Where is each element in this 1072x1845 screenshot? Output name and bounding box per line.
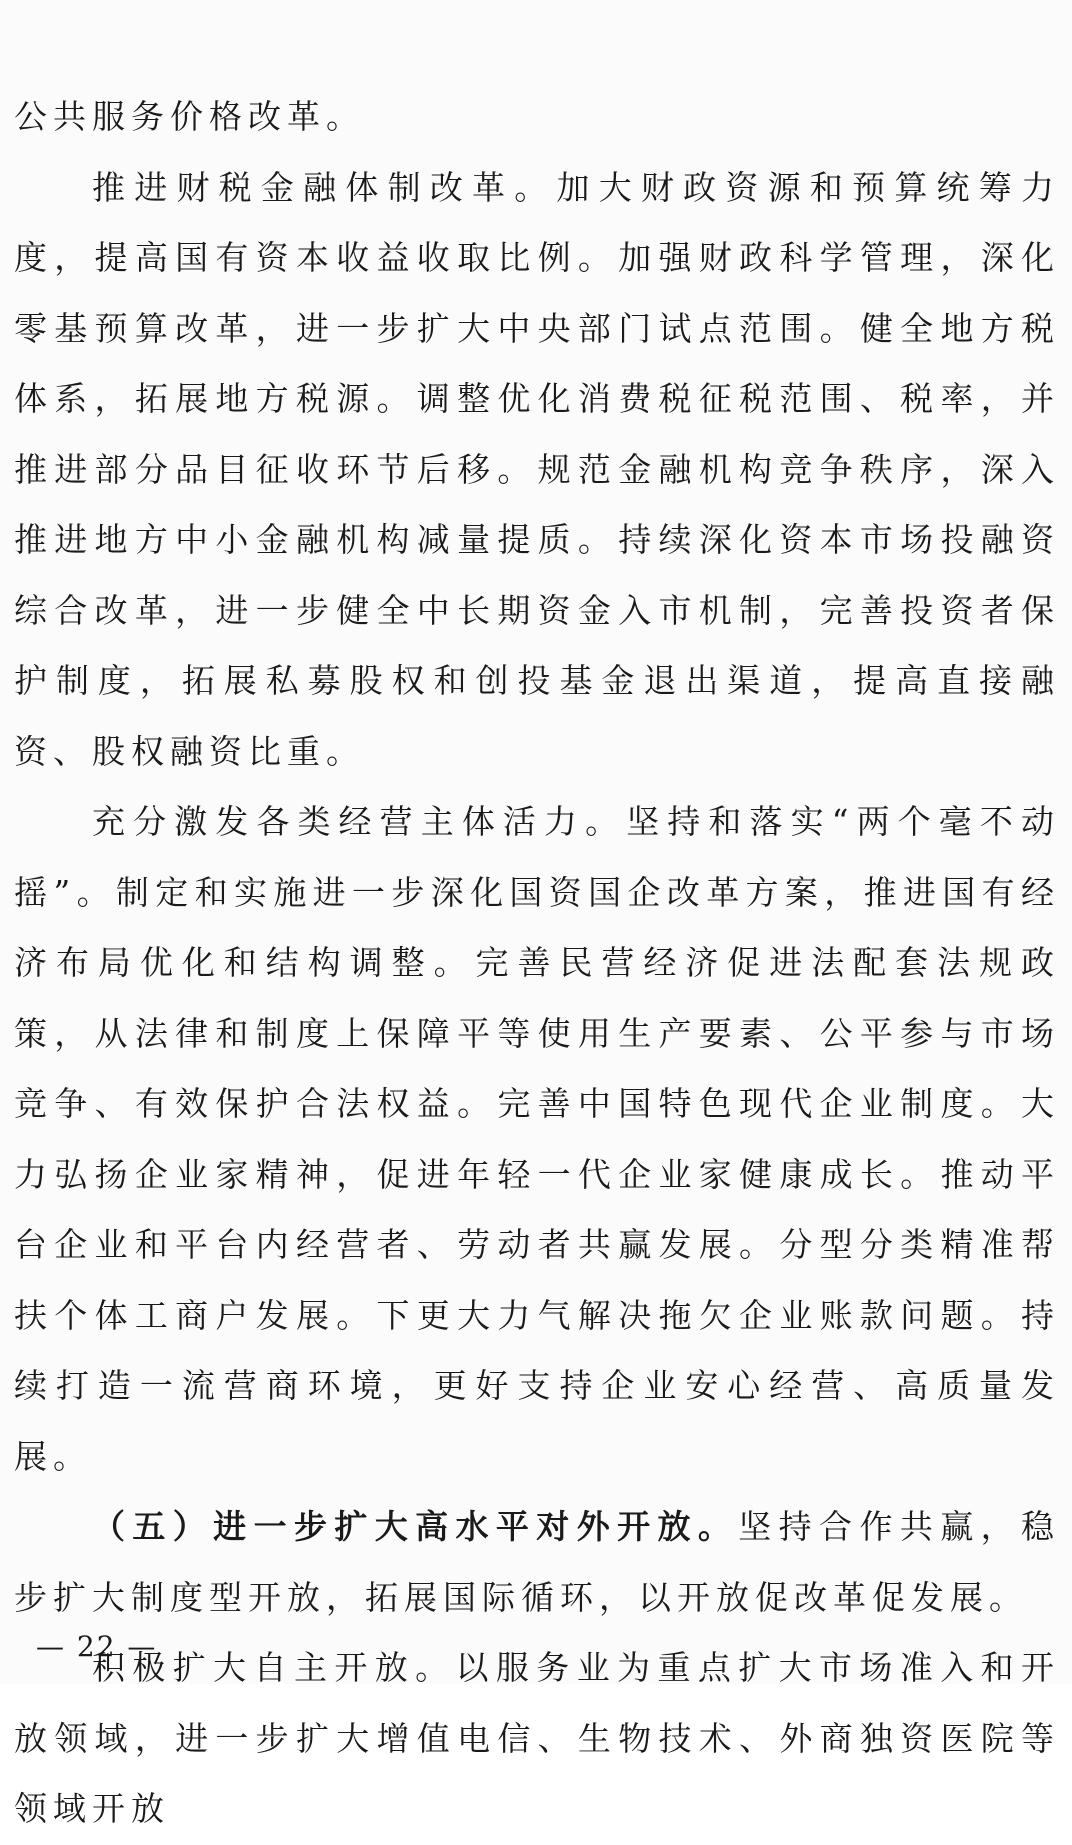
page-number: — 22 — bbox=[36, 1630, 158, 1663]
body-text bbox=[14, 82, 1060, 1845]
paragraph-continuation: 公共服务价格改革。 bbox=[14, 97, 365, 136]
paragraph-business-entities: 充分激发各类经营主体活力。坚持和落实“两个毫不动摇”。制定和实施进一步深化国资国企改革方案，推进国有经济布局优化和结构调整。完善民营经济促进法配套法规政策，从法律和制度上保障平等使用生产要素、公平参与市场竞争、有效保护合法权益。完善中国特色现代企业制度。大力弘扬企业家精神，促进年轻一代企业家健康成长。推动平台企业和平台内经营者、劳动者共赢发展。分型分类精准帮扶个体工商户发展。下更大力气解决拖欠企业账款问题。持续打造一流营商环境，更好支持企业安心经营、高质量发展。 bbox=[14, 802, 1060, 1476]
paragraph-opening-up bbox=[14, 1492, 1060, 1633]
paragraph-fiscal-finance-reform: 推进财税金融体制改革。加大财政资源和预算统筹力度，提高国有资本收益收取比例。加强财政科学管理，深化零基预算改革，进一步扩大中央部门试点范围。健全地方税体系，拓展地方税源。调整优化消费税征税范围、税率，并推进部分品目征收环节后移。规范金融机构竞争秩序，深入推进地方中小金融机构减量提质。持续深化资本市场投融资综合改革，进一步健全中长期资金入市机制，完善投资者保护制度，拓展私募股权和创投基金退出渠道，提高直接融资、股权融资比重。 bbox=[14, 167, 1060, 771]
section-heading: （五）进一步扩大高水平对外开放。 bbox=[92, 1507, 739, 1546]
paragraph-autonomous-opening: 积极扩大自主开放。以服务业为重点扩大市场准入和开放领域，进一步扩大增值电信、生物技术、外商独资医院等领域开放 bbox=[14, 1648, 1060, 1828]
section-heading-body: 坚持合作共赢，稳步扩大制度型开放，拓展国际循环，以开放促改革促发展。 bbox=[14, 1507, 1061, 1617]
